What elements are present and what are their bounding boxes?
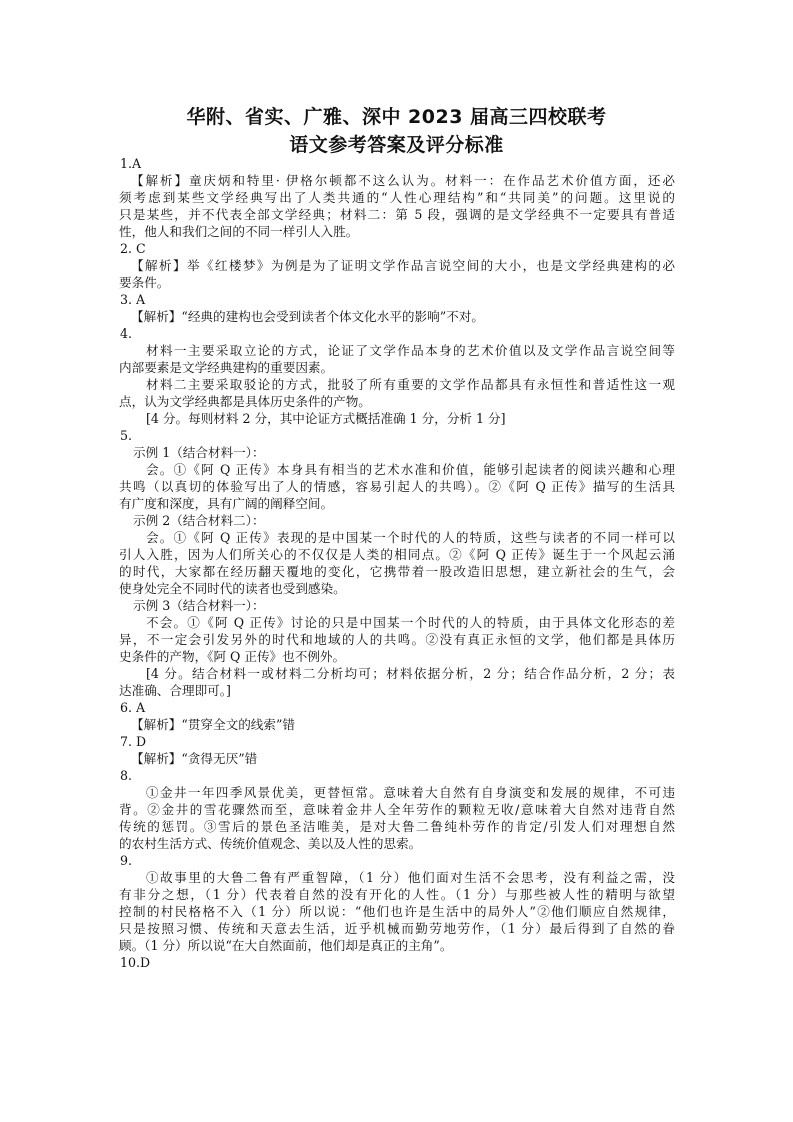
answer-line: 异，不一定会引发另外的时代和地域的人的共鸣。②没有真正永恒的文学，他们都是具体历	[119, 632, 675, 647]
answer-line: 会。①《阿 Q 正传》表现的是中国某一个时代的人的特质，这些与读者的不同一样可以	[146, 530, 675, 545]
answer-number: 1.A	[120, 156, 142, 171]
explanation-line: 【解析】举《红楼梦》为例是为了证明文学作品言说空间的大小，也是文学经典建构的必	[131, 258, 675, 273]
page-subtitle: 语文参考答案及评分标准	[289, 134, 504, 156]
scoring-note: [4 分。结合材料一或材料二分析均可；材料依据分析，2 分；结合作品分析，2 分；表	[146, 666, 675, 681]
answer-line: 引人入胜，因为人们所关心的不仅仅是人类的相同点。②《阿 Q 正传》诞生于一个风起云涌	[119, 547, 675, 562]
answer-line: 材料二主要采取驳论的方式，批驳了所有重要的文学作品都具有永恒性和普适性这一观	[146, 377, 675, 392]
explanation-line: 只是某些，并不代表全部文学经典；材料二：第 5 段，强调的是文学经典不一定要具有普适	[119, 207, 675, 222]
answer-line: 控制的村民格格不入（1 分）所以说：“他们也许是生活中的局外人”②他们顺应自然规律，	[119, 904, 675, 919]
answer-number: 6. A	[120, 700, 146, 715]
answer-number: 5.	[120, 428, 133, 443]
page-title: 华附、省实、广雅、深中 2023 届高三四校联考	[186, 106, 607, 128]
answer-number: 2. C	[120, 241, 146, 256]
explanation-line: 须考虑到某些文学经典写出了人类共通的“人性心理结构”和“共同美”的问题。这里说的	[119, 190, 675, 205]
answer-number: 8.	[120, 768, 133, 783]
explanation-line: 【解析】童庆炳和特里· 伊格尔顿都不这么认为。材料一：在作品艺术价值方面，还必	[131, 173, 675, 188]
example-heading: 示例 2（结合材料二）：	[133, 513, 265, 528]
example-heading: 示例 3（结合材料一）：	[133, 598, 265, 613]
answer-line: 有广度和深度，具有广阔的阐释空间。	[119, 496, 334, 511]
answer-line: 使身处完全不同时代的读者也受到感染。	[119, 581, 346, 596]
explanation-line: 【解析】“贪得无厌”错	[131, 751, 258, 766]
explanation-line: 【解析】“贯穿全文的线索”错	[131, 717, 296, 732]
answer-line: 有非分之想，（1 分）代表着自然的没有开化的人性。（1 分）与那些被人性的精明与欲望	[119, 887, 675, 902]
answer-line: 材料一主要采取立论的方式，论证了文学作品本身的艺术价值以及文学作品言说空间等	[146, 343, 675, 358]
answer-line: 背。②金井的雪花骤然而至，意味着金井人全年劳作的颗粒无收/意味着大自然对违背自然	[119, 802, 675, 817]
example-heading: 示例 1（结合材料一）：	[133, 445, 265, 460]
answer-line: 传统的惩罚。③雪后的景色圣洁唯美，是对大鲁二鲁纯朴劳作的肯定/引发人们对理想自然	[119, 819, 675, 834]
answer-number: 3. A	[120, 292, 146, 307]
answer-line: 会。①《阿 Q 正传》本身具有相当的艺术水准和价值，能够引起读者的阅读兴趣和心理	[146, 462, 675, 477]
answer-line: ①故事里的大鲁二鲁有严重智障，（1 分）他们面对生活不会思考，没有利益之需，没	[146, 870, 675, 885]
answer-number: 10.D	[120, 955, 151, 970]
answer-number: 4.	[120, 326, 133, 341]
answer-line: 不会。①《阿 Q 正传》讨论的只是中国某一个时代的人的特质，由于具体文化形态的差	[146, 615, 675, 630]
answer-number: 7. D	[120, 734, 147, 749]
answer-line: 只是按照习惯、传统和天意去生活，近乎机械而勤劳地劳作，（1 分）最后得到了自然的眷	[119, 921, 675, 936]
scoring-note: 达准确、合理即可。]	[119, 683, 231, 698]
answer-line: 的农村生活方式、传统价值观念、美以及人性的思索。	[119, 836, 422, 851]
answer-line: ①金井一年四季风景优美，更替恒常。意味着大自然有自身演变和发展的规律，不可违	[146, 785, 675, 800]
explanation-line: 性，他人和我们之间的不同一样引人入胜。	[119, 224, 359, 239]
answer-line: 共鸣（以真切的体验写出了人的情感，容易引起人的共鸣）。②《阿 Q 正传》描写的生活具	[119, 479, 675, 494]
answer-line: 的时代，大家都在经历翻天覆地的变化，它携带着一股改造旧思想，建立新社会的生气，会	[119, 564, 675, 579]
answer-line: 点，认为文学经典都是具体历史条件的产物。	[119, 394, 371, 409]
scoring-note: [4 分。每则材料 2 分，其中论证方式概括准确 1 分，分析 1 分]	[146, 411, 506, 426]
answer-line: 内部要素是文学经典建构的重要因素。	[119, 360, 334, 375]
explanation-line: 要条件。	[119, 275, 170, 290]
explanation-line: 【解析】“经典的建构也会受到读者个体文化水平的影响”不对。	[131, 309, 484, 324]
answer-line: 顾。（1 分）所以说“在大自然面前，他们却是真正的主角”。	[119, 938, 453, 953]
answer-number: 9.	[120, 853, 133, 868]
answer-line: 史条件的产物，《阿 Q 正传》也不例外。	[119, 649, 346, 664]
